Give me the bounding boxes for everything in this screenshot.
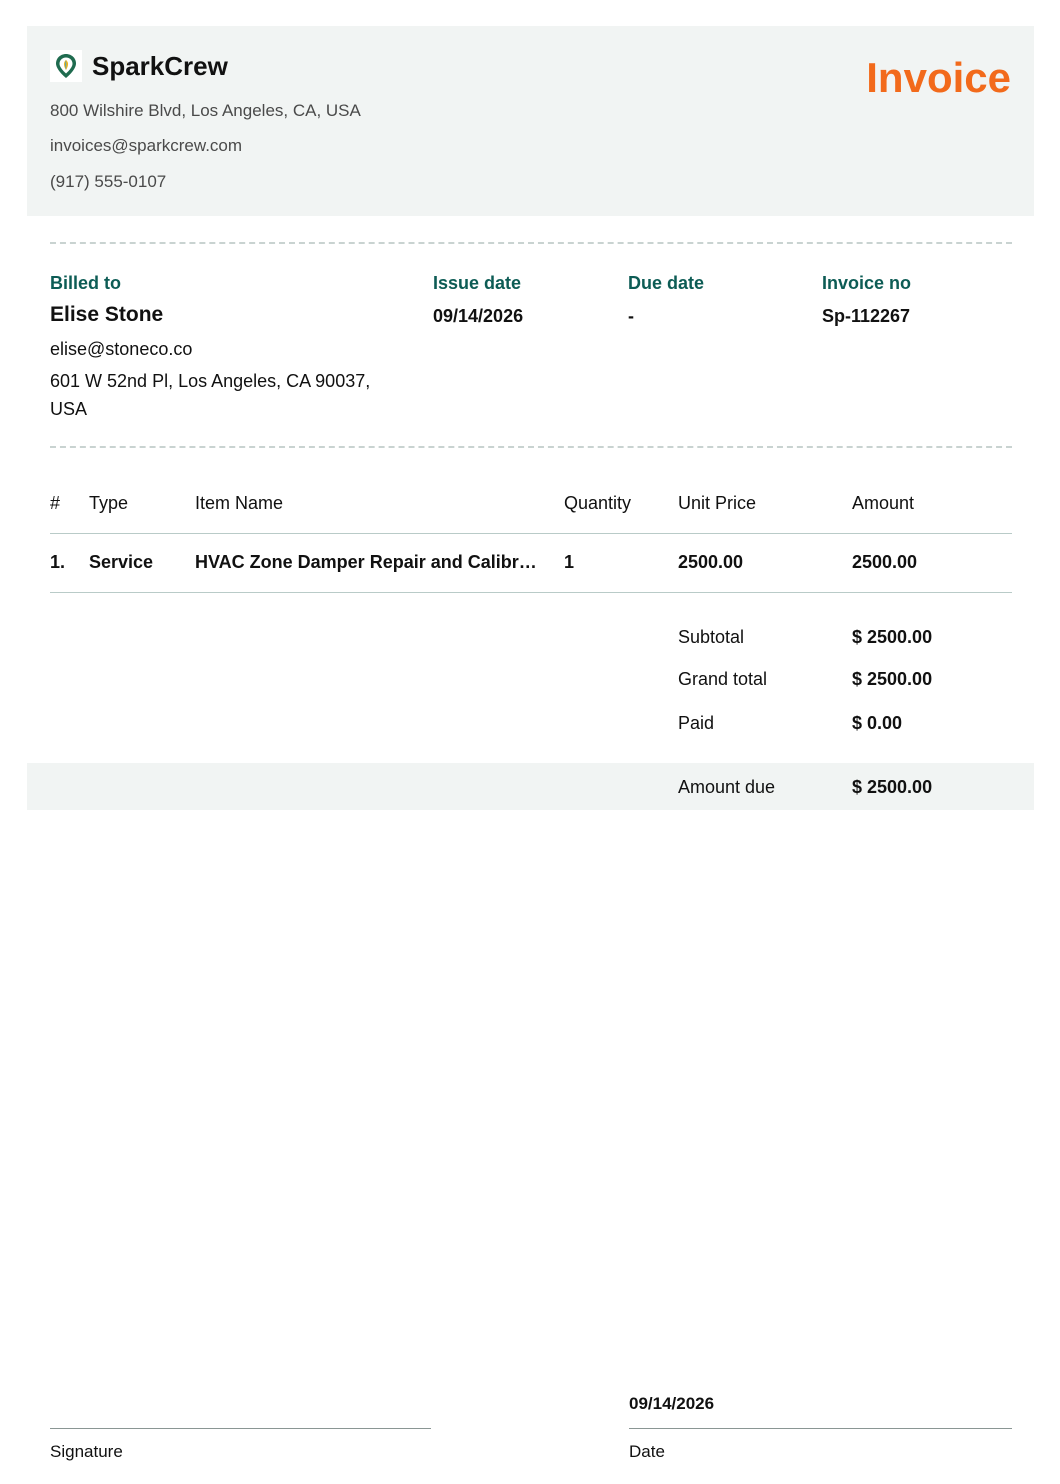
company-phone: (917) 555-0107 [50,172,167,191]
column-header-amount: Amount [852,493,915,513]
company-address: 800 Wilshire Blvd, Los Angeles, CA, USA [50,101,361,120]
row-unit-price: 2500.00 [678,552,744,572]
amount-due-label: Amount due [678,777,776,797]
subtotal-label: Subtotal [678,627,745,647]
invoice-no-value: Sp-112267 [822,306,911,326]
issue-date-value: 09/14/2026 [433,306,524,326]
divider-dashed [50,446,1012,448]
invoice-header [27,26,1034,216]
signature-label: Signature [50,1442,123,1461]
column-header-unit-price: Unit Price [678,493,757,513]
client-email: elise@stoneco.co [50,339,193,359]
column-header-type: Type [89,493,129,513]
paid-label: Paid [678,713,715,733]
table-header-rule [50,533,1012,534]
row-quantity: 1 [564,552,575,572]
row-item-name: HVAC Zone Damper Repair and Calibr… [195,552,537,572]
divider-dashed [50,242,1012,244]
grand-total-value: $ 2500.00 [852,669,933,689]
client-address-line2: USA [50,399,88,419]
column-header-item-name: Item Name [195,493,284,513]
issue-date-label: Issue date [433,273,522,293]
due-date-label: Due date [628,273,705,293]
table-row-rule [50,592,1012,593]
row-type: Service [89,552,154,572]
document-title: Invoice [866,54,1011,101]
row-num: 1. [50,552,66,572]
company-email: invoices@sparkcrew.com [50,136,243,155]
signature-line [50,1428,431,1429]
invoice-no-label: Invoice no [822,273,912,293]
paid-value: $ 0.00 [852,713,903,733]
leaf-pin-logo-icon [50,50,82,82]
company-brand [50,50,228,82]
grand-total-label: Grand total [678,669,768,689]
subtotal-value: $ 2500.00 [852,627,933,647]
billed-to-label: Billed to [50,273,121,293]
column-header-quantity: Quantity [564,493,632,513]
date-label: Date [629,1442,665,1461]
client-name: Elise Stone [50,303,164,326]
signed-date-value: 09/14/2026 [629,1394,715,1413]
amount-due-value: $ 2500.00 [852,777,933,797]
due-date-value: - [628,306,634,326]
date-line [629,1428,1012,1429]
column-header-num: # [50,493,61,513]
row-amount: 2500.00 [852,552,918,572]
company-name: SparkCrew [92,50,228,81]
client-address-line1: 601 W 52nd Pl, Los Angeles, CA 90037, [50,371,371,391]
